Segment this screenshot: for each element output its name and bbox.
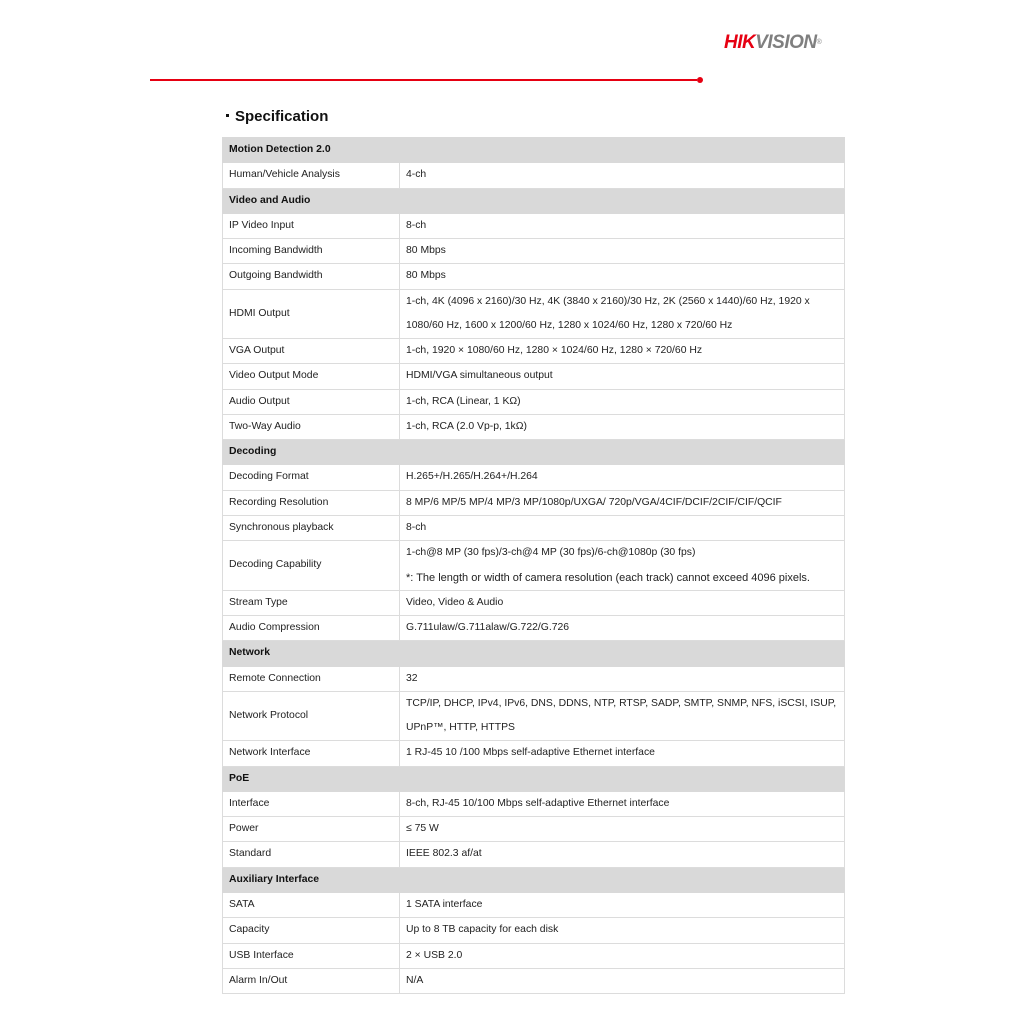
- spec-value: [400, 943, 845, 968]
- section-header: Motion Detection 2.0: [223, 138, 845, 163]
- table-row: [223, 943, 845, 968]
- specification-table: [222, 137, 845, 994]
- spec-value-line: 4-ch: [406, 169, 427, 181]
- spec-label: Incoming Bandwidth: [223, 239, 400, 264]
- spec-value: [400, 389, 845, 414]
- spec-value: [400, 339, 845, 364]
- spec-value: [400, 791, 845, 816]
- bullet-icon: [226, 114, 229, 117]
- spec-value: [400, 918, 845, 943]
- table-row: [223, 389, 845, 414]
- spec-value: [400, 741, 845, 766]
- spec-value-line: 8-ch, RJ-45 10/100 Mbps self-adaptive Ethernet interface: [406, 797, 670, 809]
- table-row: [223, 163, 845, 188]
- specification-table-body: [223, 138, 845, 994]
- spec-label: IP Video Input: [223, 213, 400, 238]
- spec-value: [400, 541, 845, 591]
- spec-value: [400, 289, 845, 339]
- spec-value-line: 80 Mbps: [406, 270, 446, 282]
- spec-label: Video Output Mode: [223, 364, 400, 389]
- spec-value: [400, 892, 845, 917]
- spec-label: Synchronous playback: [223, 515, 400, 540]
- table-row: [223, 616, 845, 641]
- spec-value: [400, 666, 845, 691]
- spec-label: Interface: [223, 791, 400, 816]
- table-row: [223, 791, 845, 816]
- spec-value-line: G.711ulaw/G.711alaw/G.722/G.726: [406, 622, 570, 634]
- section-header: Video and Audio: [223, 188, 845, 213]
- spec-value-line: 1080/60 Hz, 1600 x 1200/60 Hz, 1280 x 1024/60 Hz, 1280 x 720/60 Hz: [406, 319, 733, 331]
- table-row: [223, 264, 845, 289]
- spec-label: VGA Output: [223, 339, 400, 364]
- spec-label: Network Protocol: [223, 691, 400, 741]
- spec-value-line: IEEE 802.3 af/at: [406, 848, 482, 860]
- spec-value-line: UPnP™, HTTP, HTTPS: [406, 722, 515, 734]
- section-header-row: [223, 641, 845, 666]
- spec-value-line: *: The length or width of camera resolution (each track) cannot exceed 4096 pixels.: [406, 571, 810, 584]
- spec-value: [400, 490, 845, 515]
- spec-value-line: 1-ch, 1920 × 1080/60 Hz, 1280 × 1024/60 Hz, 1280 × 720/60 Hz: [406, 345, 703, 357]
- section-header-row: [223, 188, 845, 213]
- table-row: [223, 465, 845, 490]
- spec-label: HDMI Output: [223, 289, 400, 339]
- spec-label: Two-Way Audio: [223, 414, 400, 439]
- spec-label: Stream Type: [223, 590, 400, 615]
- spec-value: [400, 465, 845, 490]
- spec-value-line: 80 Mbps: [406, 245, 446, 257]
- section-header-row: [223, 440, 845, 465]
- table-row: [223, 339, 845, 364]
- spec-value-line: 32: [406, 672, 418, 684]
- spec-value-line: HDMI/VGA simultaneous output: [406, 370, 553, 382]
- spec-value-line: 1-ch, 4K (4096 x 2160)/30 Hz, 4K (3840 x 2160)/30 Hz, 2K (2560 x 1440)/60 Hz, 1920 x: [406, 295, 810, 307]
- spec-label: Network Interface: [223, 741, 400, 766]
- spec-value: [400, 616, 845, 641]
- section-header: PoE: [223, 766, 845, 791]
- spec-value: [400, 691, 845, 741]
- spec-label: USB Interface: [223, 943, 400, 968]
- table-row: [223, 541, 845, 591]
- table-row: [223, 590, 845, 615]
- spec-label: Remote Connection: [223, 666, 400, 691]
- spec-value-line: Up to 8 TB capacity for each disk: [406, 924, 559, 936]
- header-divider-line: [150, 79, 697, 81]
- section-header: Auxiliary Interface: [223, 867, 845, 892]
- table-row: [223, 666, 845, 691]
- spec-label: Decoding Format: [223, 465, 400, 490]
- spec-value-line: TCP/IP, DHCP, IPv4, IPv6, DNS, DDNS, NTP, RTSP, SADP, SMTP, SNMP, NFS, iSCSI, ISUP,: [406, 697, 837, 709]
- section-header-row: [223, 867, 845, 892]
- table-row: [223, 691, 845, 741]
- table-row: [223, 364, 845, 389]
- table-row: [223, 515, 845, 540]
- spec-label: Alarm In/Out: [223, 968, 400, 993]
- spec-label: Audio Output: [223, 389, 400, 414]
- hikvision-logo: [724, 32, 821, 54]
- table-row: [223, 490, 845, 515]
- table-row: [223, 892, 845, 917]
- spec-value: [400, 364, 845, 389]
- spec-label: Power: [223, 817, 400, 842]
- spec-value: [400, 817, 845, 842]
- section-header-row: [223, 766, 845, 791]
- table-row: [223, 741, 845, 766]
- section-header-row: [223, 138, 845, 163]
- page-title: [226, 108, 328, 125]
- spec-value-line: 8 MP/6 MP/5 MP/4 MP/3 MP/1080p/UXGA/ 720p/VGA/4CIF/DCIF/2CIF/CIF/QCIF: [406, 496, 782, 508]
- header-divider-dot: [697, 77, 703, 83]
- page-title-text: Specification: [235, 108, 329, 125]
- table-row: [223, 968, 845, 993]
- spec-value: [400, 213, 845, 238]
- spec-value-line: 2 × USB 2.0: [406, 949, 463, 961]
- table-row: [223, 842, 845, 867]
- spec-value: [400, 842, 845, 867]
- table-row: [223, 289, 845, 339]
- table-row: [223, 213, 845, 238]
- spec-value: [400, 968, 845, 993]
- spec-value-line: 1-ch, RCA (2.0 Vp-p, 1kΩ): [406, 420, 527, 432]
- spec-label: Outgoing Bandwidth: [223, 264, 400, 289]
- section-header: Decoding: [223, 440, 845, 465]
- spec-value: [400, 264, 845, 289]
- table-row: [223, 414, 845, 439]
- spec-value-line: 1 SATA interface: [406, 898, 483, 910]
- spec-value-line: H.265+/H.265/H.264+/H.264: [406, 471, 538, 483]
- spec-value-line: 8-ch: [406, 521, 427, 533]
- logo-hik: HIK: [724, 32, 756, 53]
- section-header: Network: [223, 641, 845, 666]
- spec-label: Recording Resolution: [223, 490, 400, 515]
- spec-value-line: 8-ch: [406, 219, 427, 231]
- logo-vision: VISION: [755, 32, 817, 53]
- table-row: [223, 239, 845, 264]
- spec-value-line: Video, Video & Audio: [406, 596, 504, 608]
- registered-mark: ®: [816, 39, 822, 46]
- spec-value: [400, 239, 845, 264]
- spec-value-line: N/A: [406, 974, 424, 986]
- spec-value-line: 1-ch@8 MP (30 fps)/3-ch@4 MP (30 fps)/6-ch@1080p (30 fps): [406, 547, 696, 559]
- spec-value-line: 1-ch, RCA (Linear, 1 KΩ): [406, 395, 521, 407]
- table-row: [223, 918, 845, 943]
- spec-label: Audio Compression: [223, 616, 400, 641]
- spec-value-line: ≤ 75 W: [406, 823, 439, 835]
- spec-value: [400, 590, 845, 615]
- spec-value-line: 1 RJ-45 10 /100 Mbps self-adaptive Ethernet interface: [406, 747, 655, 759]
- spec-value: [400, 414, 845, 439]
- spec-value: [400, 515, 845, 540]
- spec-label: Capacity: [223, 918, 400, 943]
- table-row: [223, 817, 845, 842]
- spec-label: Decoding Capability: [223, 541, 400, 591]
- spec-value: [400, 163, 845, 188]
- spec-label: Standard: [223, 842, 400, 867]
- spec-label: Human/Vehicle Analysis: [223, 163, 400, 188]
- spec-label: SATA: [223, 892, 400, 917]
